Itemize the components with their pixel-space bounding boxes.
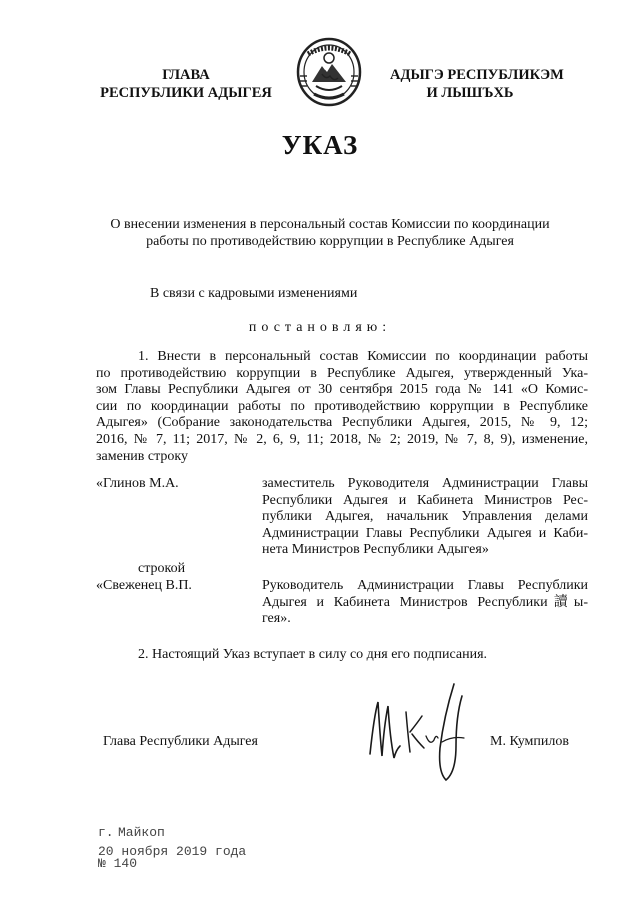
item1-line: сии по координации работы по противодействию коррупции в Республике xyxy=(96,398,588,414)
subject-line-2: работы по противодействию коррупции в Республике Адыгея xyxy=(146,233,514,249)
handwritten-signature xyxy=(360,676,475,791)
header-right-title xyxy=(390,66,564,102)
position-line: нета Министров Республики Адыгея» xyxy=(262,542,489,558)
paragraph-item-1 xyxy=(96,349,588,465)
subject-line-1: О внесении изменения в персональный состав Комиссии по координации xyxy=(110,217,550,232)
item1-line: зом Главы Республики Адыгея от 30 сентября 2015 года № 141 «О Комис- xyxy=(96,382,588,398)
position-line: заместитель Руководителя Администрации Главы xyxy=(262,476,588,491)
position-line: Руководитель Администрации Главы Республики xyxy=(262,578,588,593)
header-right-line1: АДЫГЭ РЕСПУБЛИКЭМ xyxy=(390,67,564,83)
position-line: Республики Адыгея и Кабинета Министров Рес- xyxy=(262,492,588,508)
preamble: В связи с кадровыми изменениями xyxy=(150,286,358,301)
item1-line: заменив строку xyxy=(96,448,189,464)
item1-line: 2016, № 7, 11; 2017, № 2, 6, 9, 11; 2018, № 2; 2019, № 7, 8, 9), изменение, xyxy=(96,431,588,447)
decree-number: № 140 xyxy=(98,856,138,871)
header-left-line2: РЕСПУБЛИКИ АДЫГЕЯ xyxy=(100,85,272,101)
place-prefix: г. xyxy=(98,825,114,840)
item1-line: Адыгея» (Собрание законодательства Республики Адыгея, 2015, № 9, 12; xyxy=(96,415,588,431)
new-row-name: «Свеженец В.П. xyxy=(96,578,192,593)
row-word: строкой xyxy=(138,561,186,576)
item1-line: 1. Внести в персональный состав Комиссии по координации работы xyxy=(138,349,588,364)
position-line: публики Адыгея, начальник Управления делами xyxy=(262,509,588,525)
document-title: УКАЗ xyxy=(281,130,359,160)
republic-emblem-icon xyxy=(294,36,364,108)
header-right-line2: И ЛЫШЪХЬ xyxy=(426,85,514,101)
issue-date: 20 ноября 2019 года xyxy=(98,844,247,859)
position-line: гея». xyxy=(262,611,291,627)
paragraph-item-2: 2. Настоящий Указ вступает в силу со дня его подписания. xyxy=(138,647,488,662)
replaced-row-name: «Глинов М.А. xyxy=(96,476,179,491)
header-left-line1: ГЛАВА xyxy=(162,67,210,83)
position-line: Администрации Главы Республики Адыгея и Каби- xyxy=(262,525,588,541)
replaced-row-position xyxy=(262,476,588,559)
decree-subject xyxy=(80,217,580,250)
new-row-position xyxy=(262,578,588,628)
signatory-name: М. Кумпилов xyxy=(490,734,569,749)
header-left-title xyxy=(88,66,284,102)
issue-place: Майкоп xyxy=(118,825,165,840)
signatory-title: Глава Республики Адыгея xyxy=(103,734,258,749)
decree-word: постановляю: xyxy=(248,320,392,335)
position-line: Адыгея и Кабинета Министров Республики讀ы- xyxy=(262,594,588,610)
item1-line: по противодействию коррупции в Республике Адыгея, утвержденный Ука- xyxy=(96,365,588,381)
